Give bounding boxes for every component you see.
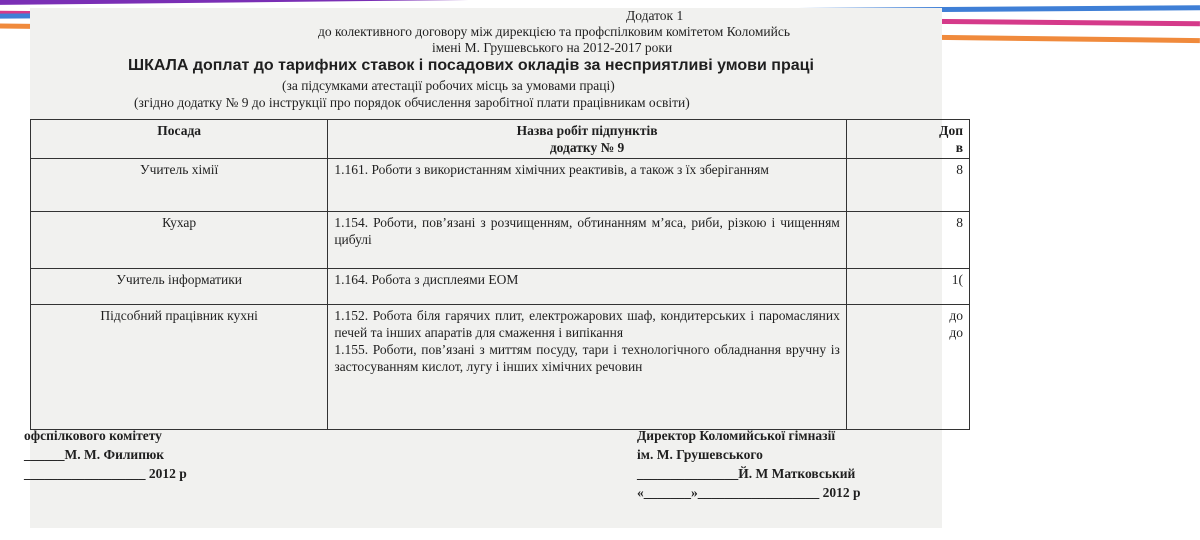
cell-pay: 1(	[846, 269, 969, 305]
signature-line: ______М. М. Филипюк	[24, 447, 165, 462]
table-row	[31, 159, 970, 212]
signature-right	[637, 428, 861, 504]
column-header-pay	[846, 120, 969, 159]
cell-pay	[846, 305, 969, 430]
cell-pay: 8	[846, 212, 969, 269]
cell-work: 1.154. Роботи, пов’язані з розчищенням, обтинанням м’яса, риби, різкою і чищенням цибулі	[328, 212, 847, 269]
cell-work: 1.164. Робота з дисплеями ЕОМ	[328, 269, 847, 305]
signature-left	[24, 428, 187, 485]
cell-pay: 8	[846, 159, 969, 212]
subtitle: (за підсумками атестації робочих місць за умовами праці)	[282, 78, 615, 93]
signature-line: «_______»__________________ 2012 р	[637, 485, 861, 500]
cell-work	[328, 305, 847, 430]
table-row	[31, 212, 970, 269]
column-header-position: Посада	[31, 120, 328, 159]
allowance-table	[30, 119, 970, 430]
header-line: до колективного договору між дирекцією та профспілковим комітетом Коломийсь	[318, 24, 790, 39]
work-item: 1.155. Роботи, пов’язані з миттям посуду, тари і технологічного обладнання вручну із застосуванням кислот, лугу і інших хімічних речовин	[334, 342, 840, 374]
cell-position: Учитель інформатики	[31, 269, 328, 305]
signature-line: __________________ 2012 р	[24, 466, 187, 481]
pay-value: до	[949, 308, 963, 323]
page-title: ШКАЛА доплат до тарифних ставок і посадових окладів за несприятливі умови праці	[128, 57, 814, 74]
header-line: імені М. Грушевського на 2012-2017 роки	[432, 40, 673, 55]
signature-line: _______________Й. М Матковський	[637, 466, 856, 481]
column-header-line: Назва робіт підпунктів	[516, 123, 658, 138]
document-scan	[24, 8, 963, 528]
signature-line: офспілкового комітету	[24, 428, 162, 443]
column-header-line: додатку № 9	[549, 140, 625, 155]
cell-position: Кухар	[31, 212, 328, 269]
signature-line: Директор Коломийської гімназії	[637, 428, 836, 443]
appendix-label: Додаток 1	[626, 8, 684, 23]
cell-work: 1.161. Роботи з використанням хімічних реактивів, а також з їх зберіганням	[328, 159, 847, 212]
column-header-line: в	[955, 140, 963, 155]
cell-position: Учитель хімії	[31, 159, 328, 212]
table-row	[31, 269, 970, 305]
table-row	[31, 305, 970, 430]
table-header-row	[31, 120, 970, 159]
column-header-line: Доп	[939, 123, 963, 138]
cell-position: Підсобний працівник кухні	[31, 305, 328, 430]
work-item: 1.152. Робота біля гарячих плит, електрожарових шаф, кондитерських і паромасляних печей та інших апаратів для смаження і випікання	[334, 308, 840, 340]
column-header-work	[328, 120, 847, 159]
subtitle: (згідно додатку № 9 до інструкції про порядок обчислення заробітної плати працівникам освіти)	[134, 95, 690, 110]
signature-line: ім. М. Грушевського	[637, 447, 763, 462]
pay-value: до	[949, 325, 963, 340]
